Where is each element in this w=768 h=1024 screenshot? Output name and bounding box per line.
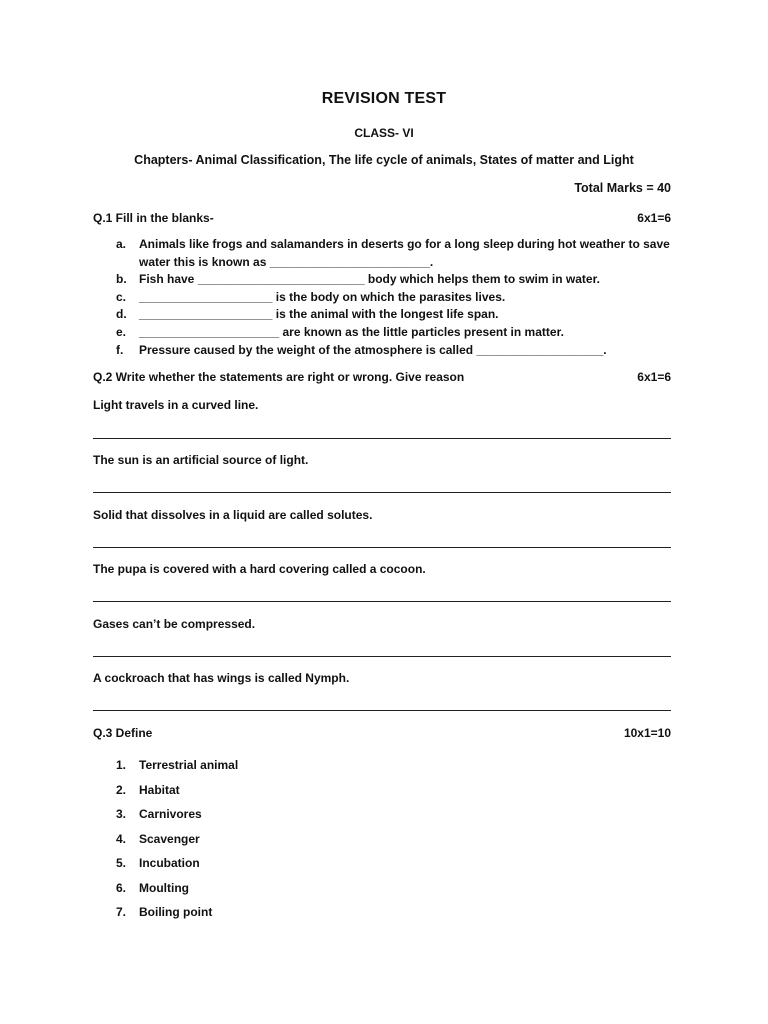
list-number: 4. <box>116 831 127 846</box>
list-text: Habitat <box>139 782 180 797</box>
list-item <box>116 827 238 852</box>
list-marker: b. <box>116 272 127 287</box>
answer-line-4 <box>93 601 671 602</box>
total-marks: Total Marks = 40 <box>574 181 671 195</box>
list-item <box>116 778 238 803</box>
answer-line-5 <box>93 656 671 657</box>
list-number: 6. <box>116 880 127 895</box>
list-text: Moulting <box>139 880 189 895</box>
q1-heading: Q.1 Fill in the blanks- <box>93 211 214 225</box>
list-marker: c. <box>116 289 127 304</box>
list-text: Scavenger <box>139 831 200 846</box>
list-item <box>116 289 676 307</box>
statement-6: A cockroach that has wings is called Nymph. <box>93 671 350 685</box>
list-text: Carnivores <box>139 807 202 822</box>
list-item <box>116 851 238 876</box>
q3-heading: Q.3 Define <box>93 726 153 740</box>
class-label: CLASS- VI <box>354 126 414 140</box>
list-text: Incubation <box>139 856 200 871</box>
answer-line-2 <box>93 492 671 493</box>
list-number: 7. <box>116 905 127 920</box>
q2-marks: 6x1=6 <box>637 370 671 384</box>
list-text: Boiling point <box>139 905 213 920</box>
list-item <box>116 324 676 342</box>
list-item <box>116 271 676 289</box>
statement-1: Light travels in a curved line. <box>93 398 259 412</box>
q3-marks: 10x1=10 <box>623 726 671 740</box>
list-item <box>116 342 676 360</box>
list-text: Pressure caused by the weight of the atmosphere is called ___________________. <box>139 342 607 357</box>
list-text: _____________________ are known as the little particles present in matter. <box>139 324 564 339</box>
list-text: Terrestrial animal <box>139 758 239 773</box>
list-marker: d. <box>116 307 127 322</box>
list-text: Animals like frogs and salamanders in deserts go for a long sleep during hot weather to save water this is known as ________________________. <box>139 237 670 269</box>
list-marker: e. <box>116 324 127 339</box>
list-number: 5. <box>116 856 127 871</box>
list-item <box>116 802 238 827</box>
q2-heading: Q.2 Write whether the statements are right or wrong. Give reason <box>93 370 465 384</box>
list-number: 2. <box>116 782 127 797</box>
list-item <box>116 753 238 778</box>
q2-heading-row <box>93 370 671 384</box>
list-item <box>116 900 238 925</box>
list-item <box>116 236 676 271</box>
chapters-line: Chapters- Animal Classification, The life cycle of animals, States of matter and Light <box>134 153 634 167</box>
list-text: Fish have _________________________ body which helps them to swim in water. <box>139 272 600 287</box>
statement-5: Gases can’t be compressed. <box>93 617 256 631</box>
q1-marks: 6x1=6 <box>637 211 671 225</box>
list-text: ____________________ is the body on which the parasites lives. <box>139 289 506 304</box>
answer-line-3 <box>93 547 671 548</box>
list-marker: a. <box>116 237 127 251</box>
statement-2: The sun is an artificial source of light. <box>93 453 309 467</box>
list-text: ____________________ is the animal with the longest life span. <box>139 307 499 322</box>
statement-3: Solid that dissolves in a liquid are called solutes. <box>93 508 373 522</box>
q3-heading-row <box>93 726 671 740</box>
list-number: 3. <box>116 807 127 822</box>
q1-fill-list <box>116 236 676 359</box>
answer-line-6 <box>93 710 671 711</box>
q3-define-list <box>116 753 238 925</box>
list-item <box>116 876 238 901</box>
answer-line-1 <box>93 438 671 439</box>
list-marker: f. <box>116 342 124 357</box>
page-title: REVISION TEST <box>321 90 447 107</box>
q1-heading-row <box>93 211 671 225</box>
statement-4: The pupa is covered with a hard covering called a cocoon. <box>93 562 426 576</box>
list-item <box>116 306 676 324</box>
list-number: 1. <box>116 758 127 773</box>
